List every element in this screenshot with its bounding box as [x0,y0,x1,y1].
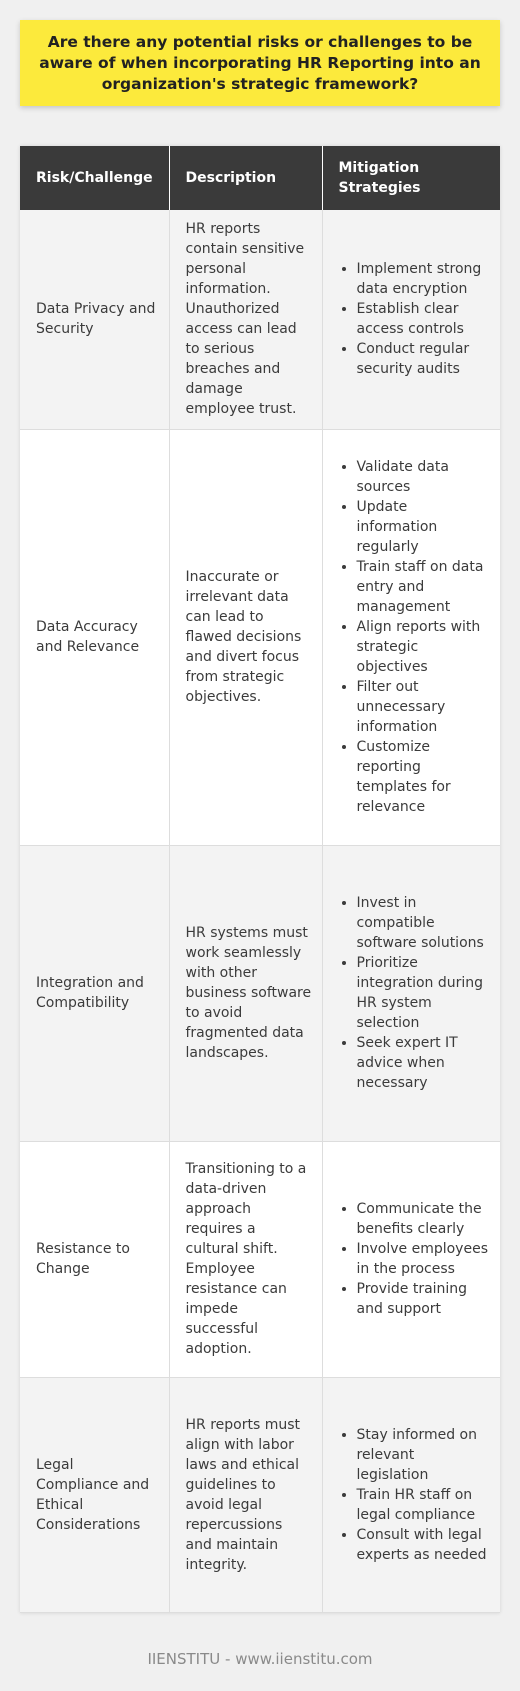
mitigation-list [339,893,491,1093]
risk-cell: Resistance to Change [20,1141,169,1377]
description-cell: Transitioning to a data-driven approach requires a cultural shift. Employee resistance can impede successful adoption. [169,1141,322,1377]
mitigation-cell [322,429,500,845]
question-box [20,20,500,106]
mitigation-item: • Customize reporting templates for relevance [357,737,491,817]
risk-cell: Legal Compliance and Ethical Considerations [20,1377,169,1612]
mitigation-cell [322,1377,500,1612]
mitigation-item: • Stay informed on relevant legislation [357,1425,491,1485]
description-cell: HR reports must align with labor laws and ethical guidelines to avoid legal repercussions and maintain integrity. [169,1377,322,1612]
mitigation-item: • Train HR staff on legal compliance [357,1485,491,1525]
question-title: Are there any potential risks or challenges to be aware of when incorporating HR Reporting into an organization's strategic framework? [39,32,481,93]
footer-credit: IIENSTITU - www.iienstitu.com [147,1650,373,1668]
risk-cell: Data Privacy and Security [20,210,169,429]
description-cell: Inaccurate or irrelevant data can lead to flawed decisions and divert focus from strategic objectives. [169,429,322,845]
table-row [20,1377,500,1612]
mitigation-item: • Establish clear access controls [357,299,491,339]
mitigation-item: • Implement strong data encryption [357,259,491,299]
table-row [20,429,500,845]
mitigation-item: • Invest in compatible software solutions [357,893,491,953]
mitigation-item: • Communicate the benefits clearly [357,1199,491,1239]
mitigation-cell [322,210,500,429]
table-row [20,1141,500,1377]
description-cell: HR systems must work seamlessly with other business software to avoid fragmented data landscapes. [169,845,322,1141]
mitigation-item: • Validate data sources [357,457,491,497]
mitigation-item: • Provide training and support [357,1279,491,1319]
mitigation-list [339,259,491,379]
mitigation-cell [322,845,500,1141]
risk-cell: Integration and Compatibility [20,845,169,1141]
mitigation-item: • Update information regularly [357,497,491,557]
mitigation-list [339,1425,491,1565]
risk-table [20,146,500,1613]
table-row [20,210,500,429]
mitigation-item: • Train staff on data entry and management [357,557,491,617]
header-mitigation: Mitigation Strategies [322,146,500,210]
mitigation-item: • Consult with legal experts as needed [357,1525,491,1565]
mitigation-item: • Involve employees in the process [357,1239,491,1279]
mitigation-item: • Conduct regular security audits [357,339,491,379]
header-risk: Risk/Challenge [20,146,169,210]
mitigation-item: • Align reports with strategic objectives [357,617,491,677]
description-cell: HR reports contain sensitive personal information. Unauthorized access can lead to serious breaches and damage employee trust. [169,210,322,429]
mitigation-list [339,1199,491,1319]
header-description: Description [169,146,322,210]
table-header-row [20,146,500,210]
table-row [20,845,500,1141]
mitigation-item: • Prioritize integration during HR system selection [357,953,491,1033]
mitigation-item: • Filter out unnecessary information [357,677,491,737]
mitigation-cell [322,1141,500,1377]
risk-cell: Data Accuracy and Relevance [20,429,169,845]
mitigation-list [339,457,491,817]
mitigation-item: • Seek expert IT advice when necessary [357,1033,491,1093]
